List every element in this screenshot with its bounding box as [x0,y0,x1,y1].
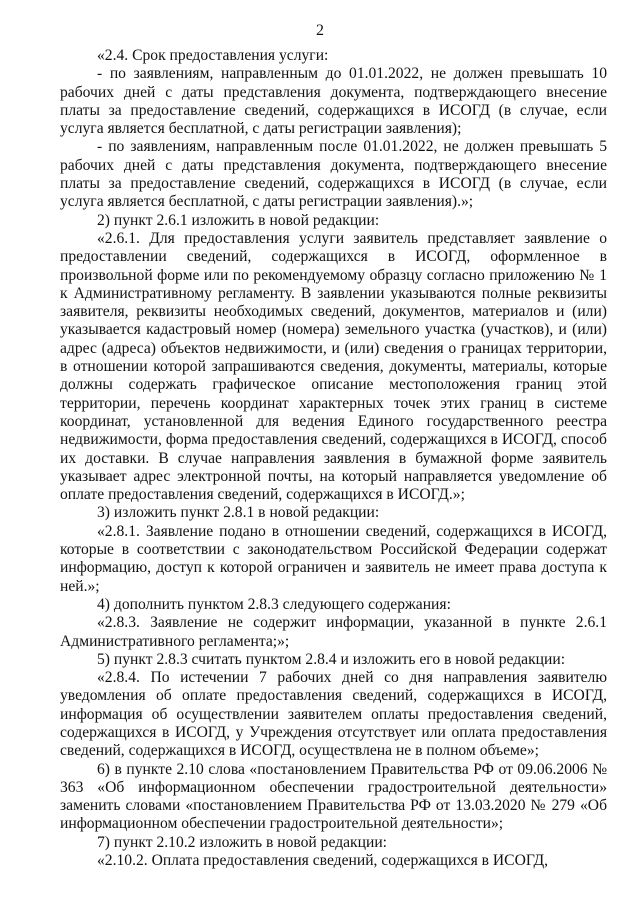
amendment-7-intro: 7) пункт 2.10.2 изложить в новой редакции: [97,833,387,851]
deadline-before-2022: - по заявлениям, направленным до 01.01.2022, не должен превышать 10 рабочих дней с даты представления документа, подтверждающего внесение платы за предоставление сведений, содержащихся в ИСОГД (в случае, если услуга является бесплатной, с даты регистрации заявления); [60,65,607,138]
amendment-4-intro: 4) дополнить пунктом 2.8.3 следующего содержания: [97,595,451,613]
section-2-6-1: «2.6.1. Для предоставления услуги заявитель представляет заявление о предоставлении сведений, содержащихся в ИСОГД, оформленное в произвольной форме или по рекомендуемому образцу согласно приложению № 1 к Административному регламенту. В заявлении указываются полные реквизиты заявителя, реквизиты необходимых сведений, документов, материалов и (или) указывается кадастровый номер (номера) земельного участка (участков), и (или) адрес (адреса) объектов недвижимости, и (или) сведения о границах территории, в отношении которой запрашиваются сведения, документы, материалы, которые должны содержать графическое описание местоположения границ этой территории, перечень координат характерных точек этих границ в системе координат, установленной для ведения Единого государственного реестра недвижимости, форма предоставления сведений, содержащихся в ИСОГД, способ их доставки. В случае направления заявления в бумажной форме заявитель указывает адрес электронной почты, на который направляется уведомление об оплате предоставления сведений, содержащихся в ИСОГД.»; [60,229,607,504]
page-number: 2 [316,22,324,39]
deadline-after-2022: - по заявлениям, направленным после 01.01.2022, не должен превышать 5 рабочих дней с даты представления документа, подтверждающего внесение платы за предоставление сведений, содержащихся в ИСОГД (в случае, если услуга является бесплатной, с даты регистрации заявления).»; [60,138,607,211]
section-2-4-heading: «2.4. Срок предоставления услуги: [97,47,329,64]
amendment-6: 6) в пункте 2.10 слова «постановлением Правительства РФ от 09.06.2006 № 363 «Об информационном обеспечении градостроительной деятельности» заменить словами «постановлением Правительства РФ от 13.03.2020 № 279 «Об информационном обеспечении градостроительной деятельности»; [60,760,607,833]
section-2-8-3: «2.8.3. Заявление не содержит информации, указанной в пункте 2.6.1 Административного регламента;»; [60,614,607,650]
document-body [60,47,607,870]
section-2-8-4: «2.8.4. По истечении 7 рабочих дней со дня направления заявителю уведомления об оплате предоставления сведений, содержащихся в ИСОГД, информация об осуществлении заявителем оплаты предоставления сведений, содержащихся в ИСОГД, у Учреждения отсутствует или оплата предоставления сведений, содержащихся в ИСОГД, осуществлена не в полном объеме»; [60,669,607,760]
amendment-3-intro: 3) изложить пункт 2.8.1 в новой редакции: [97,504,380,522]
amendment-5-intro: 5) пункт 2.8.3 считать пунктом 2.8.4 и изложить его в новой редакции: [97,650,566,668]
section-2-10-2: «2.10.2. Оплата предоставления сведений, содержащихся в ИСОГД, [97,852,549,870]
amendment-2-intro: 2) пункт 2.6.1 изложить в новой редакции: [97,211,380,229]
section-2-8-1: «2.8.1. Заявление подано в отношении сведений, содержащихся в ИСОГД, которые в соответствии с законодательством Российской Федерации содержат информацию, доступ к которой ограничен и заявитель не имеет права доступа к ней.»; [60,522,607,595]
